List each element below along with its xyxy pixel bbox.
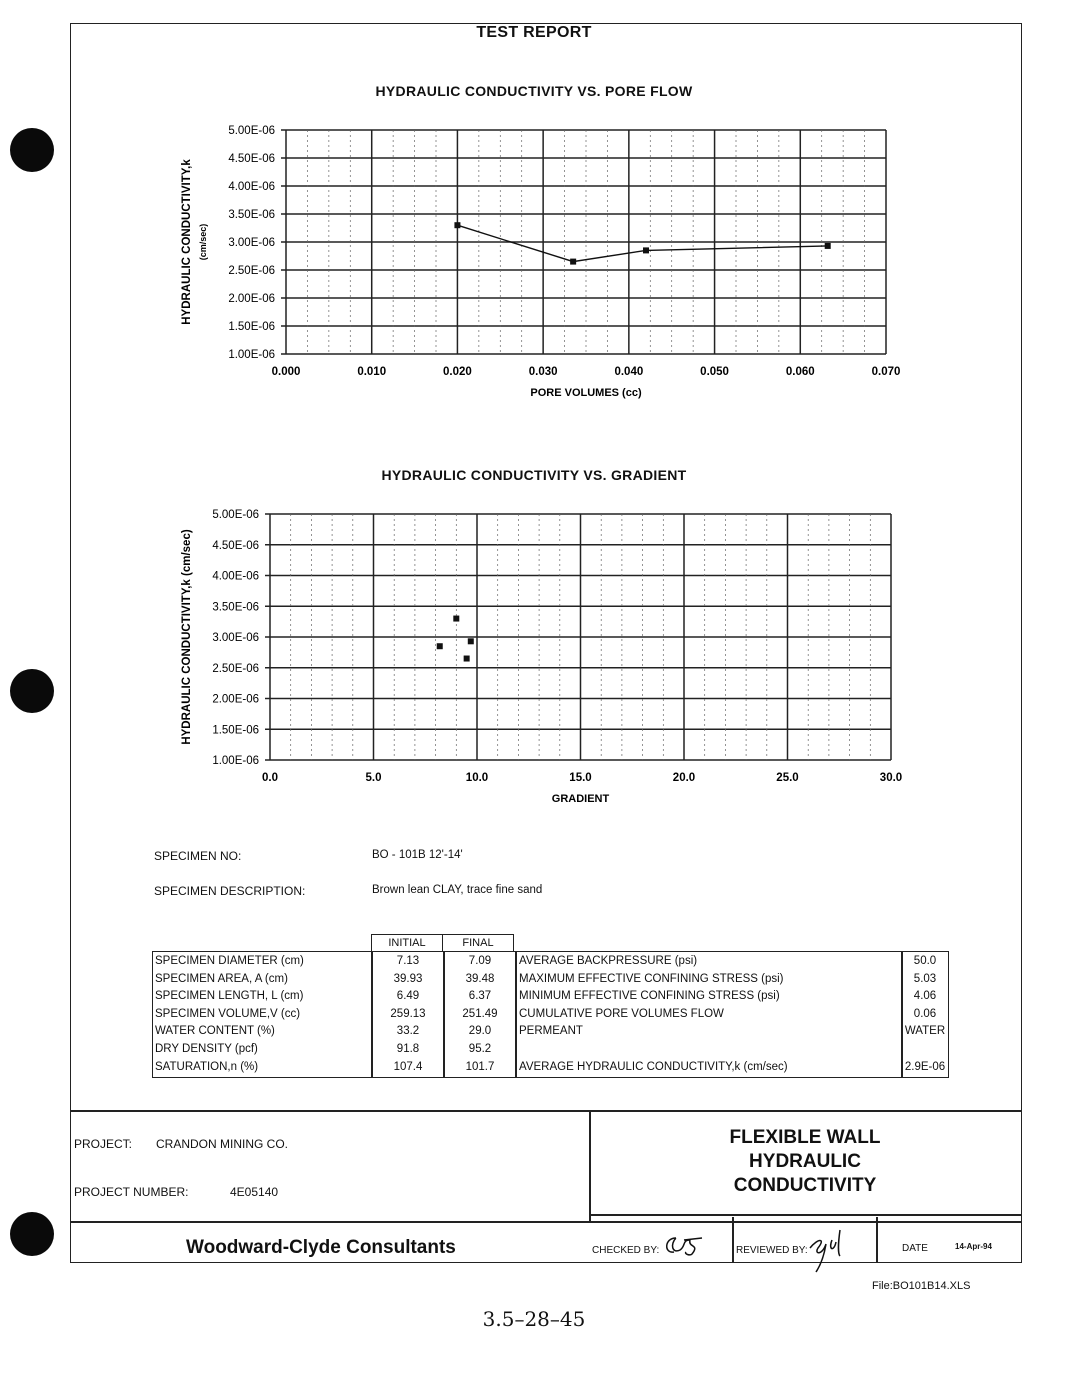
- table-row: [153, 1041, 948, 1059]
- x-tick-label: 0.030: [528, 366, 558, 378]
- test-parameter-label: CUMULATIVE PORE VOLUMES FLOW: [519, 1007, 724, 1020]
- x-tick-label: 0.050: [700, 366, 729, 378]
- data-point: [464, 656, 470, 662]
- x-tick-label: 0.000: [271, 366, 301, 378]
- punch-hole-bottom: [10, 1212, 54, 1256]
- checked-by-label: CHECKED BY:: [592, 1245, 660, 1256]
- data-point: [437, 643, 443, 649]
- y-tick-label: 4.00E-06: [228, 181, 275, 193]
- specimen-description-value: Brown lean CLAY, trace fine sand: [372, 884, 543, 896]
- y-tick-label: 4.00E-06: [212, 570, 259, 583]
- specimen-no-label: SPECIMEN NO:: [154, 849, 242, 863]
- x-tick-label: 15.0: [569, 772, 592, 784]
- x-tick-label: 30.0: [879, 772, 903, 784]
- reviewed-by-signature: [800, 1216, 860, 1276]
- y-tick-label: 3.50E-06: [228, 209, 275, 221]
- y-tick-label: 2.00E-06: [228, 293, 275, 305]
- project-label: PROJECT:: [74, 1137, 133, 1151]
- test-parameter-value: 50.0: [913, 955, 937, 967]
- y-tick-label: 1.00E-06: [228, 349, 275, 361]
- col-initial-header: INITIAL: [372, 935, 443, 951]
- property-label: SPECIMEN AREA, A (cm): [155, 972, 288, 985]
- x-axis-label: PORE VOLUMES (cc): [530, 387, 642, 399]
- x-tick-label: 0.040: [614, 366, 644, 378]
- initial-value: 6.49: [396, 990, 420, 1003]
- project-number-label: PROJECT NUMBER:: [74, 1185, 189, 1199]
- table-row: [153, 953, 948, 971]
- test-parameter-value: 0.06: [913, 1007, 937, 1020]
- y-tick-label: 5.00E-06: [212, 509, 259, 521]
- y-tick-label: 1.00E-06: [212, 755, 259, 767]
- y-tick-label: 4.50E-06: [228, 153, 275, 165]
- property-label: SPECIMEN VOLUME,V (cc): [155, 1007, 301, 1020]
- x-tick-label: 20.0: [672, 772, 696, 784]
- test-type-title: [680, 1126, 930, 1198]
- initial-value: 259.13: [390, 1007, 426, 1020]
- test-parameter-label: PERMEANT: [519, 1025, 583, 1038]
- test-parameter-value: WATER: [904, 1025, 946, 1038]
- data-point: [453, 616, 459, 622]
- y-tick-label: 2.00E-06: [212, 693, 259, 706]
- y-tick-label: 2.50E-06: [228, 265, 275, 277]
- property-label: SPECIMEN DIAMETER (cm): [155, 955, 304, 967]
- test-parameter-value: 5.03: [913, 972, 937, 985]
- y-tick-label: 3.50E-06: [212, 601, 259, 614]
- table-row: [153, 1023, 948, 1041]
- y-tick-label: 3.00E-06: [212, 632, 259, 644]
- checked-by-signature: [660, 1230, 710, 1262]
- report-title: TEST REPORT: [476, 24, 592, 41]
- chart1-title: HYDRAULIC CONDUCTIVITY VS. PORE FLOW: [375, 83, 693, 99]
- props-header: [371, 934, 514, 951]
- test-parameter-value: 2.9E-06: [904, 1060, 946, 1073]
- file-name: File:BO101B14.XLS: [872, 1280, 971, 1292]
- y-axis-unit-label: (cm/sec): [198, 223, 208, 261]
- final-value: 95.2: [468, 1042, 492, 1055]
- property-label: WATER CONTENT (%): [155, 1025, 275, 1038]
- test-parameter-label: MAXIMUM EFFECTIVE CONFINING STRESS (psi): [519, 972, 784, 985]
- table-row: [153, 1059, 948, 1077]
- final-value: 6.37: [468, 990, 492, 1003]
- y-tick-label: 3.00E-06: [228, 237, 275, 249]
- initial-value: 107.4: [393, 1060, 423, 1073]
- test-parameter-value: 4.06: [913, 990, 937, 1003]
- project-number-value: 4E05140: [230, 1185, 279, 1199]
- specimen-no-value: BO - 101B 12'-14': [372, 849, 463, 861]
- specimen-description-label: SPECIMEN DESCRIPTION:: [154, 884, 306, 898]
- x-tick-label: 0.010: [357, 366, 387, 378]
- chart2-title: HYDRAULIC CONDUCTIVITY VS. GRADIENT: [381, 467, 687, 483]
- date-label: DATE: [902, 1243, 928, 1254]
- final-value: 7.09: [468, 955, 492, 967]
- data-point: [468, 638, 474, 644]
- test-parameter-label: AVERAGE HYDRAULIC CONDUCTIVITY,k (cm/sec): [519, 1060, 788, 1073]
- property-label: SPECIMEN LENGTH, L (cm): [155, 990, 304, 1003]
- x-tick-label: 0.070: [871, 366, 901, 378]
- initial-value: 33.2: [396, 1025, 420, 1038]
- table-row: [153, 988, 948, 1006]
- test-parameter-label: AVERAGE BACKPRESSURE (psi): [519, 955, 698, 967]
- final-value: 251.49: [462, 1007, 498, 1020]
- properties-table: [152, 951, 949, 1078]
- table-row: [153, 971, 948, 989]
- x-tick-label: 5.0: [365, 772, 382, 784]
- property-label: DRY DENSITY (pcf): [155, 1042, 258, 1055]
- project-value: CRANDON MINING CO.: [156, 1137, 288, 1151]
- initial-value: 7.13: [396, 955, 420, 967]
- test-type-line2: HYDRAULIC: [749, 1151, 861, 1172]
- y-tick-label: 4.50E-06: [212, 539, 259, 552]
- test-type-line1: FLEXIBLE WALL: [729, 1127, 881, 1148]
- y-tick-label: 2.50E-06: [212, 662, 259, 675]
- final-value: 101.7: [465, 1060, 495, 1073]
- final-value: 29.0: [468, 1025, 492, 1038]
- company-name: Woodward-Clyde Consultants: [186, 1237, 456, 1258]
- x-tick-label: 0.020: [443, 366, 472, 378]
- property-label: SATURATION,n (%): [155, 1060, 259, 1073]
- initial-value: 91.8: [396, 1042, 420, 1055]
- x-tick-label: 0.060: [785, 366, 815, 378]
- y-axis-label: HYDRAULIC CONDUCTIVITY,k: [181, 159, 193, 325]
- test-parameter-label: MINIMUM EFFECTIVE CONFINING STRESS (psi): [519, 990, 780, 1003]
- y-tick-label: 1.50E-06: [212, 724, 259, 737]
- reviewed-by-label: REVIEWED BY:: [736, 1245, 808, 1256]
- date-value: 14-Apr-94: [955, 1242, 992, 1251]
- table-row: [153, 1006, 948, 1024]
- final-value: 39.48: [465, 972, 495, 985]
- col-final-header: FINAL: [462, 937, 494, 949]
- initial-value: 39.93: [393, 972, 423, 985]
- x-tick-label: 0.0: [262, 772, 278, 784]
- x-tick-label: 10.0: [465, 772, 489, 784]
- y-tick-label: 1.50E-06: [228, 321, 275, 333]
- x-tick-label: 25.0: [776, 772, 799, 784]
- x-axis-label: GRADIENT: [551, 793, 610, 805]
- y-tick-label: 5.00E-06: [228, 125, 275, 137]
- page-number: 3.5–28–45: [482, 1307, 586, 1331]
- test-type-line3: CONDUCTIVITY: [733, 1175, 877, 1196]
- y-axis-label: HYDRAULIC CONDUCTIVITY,k (cm/sec): [181, 529, 193, 745]
